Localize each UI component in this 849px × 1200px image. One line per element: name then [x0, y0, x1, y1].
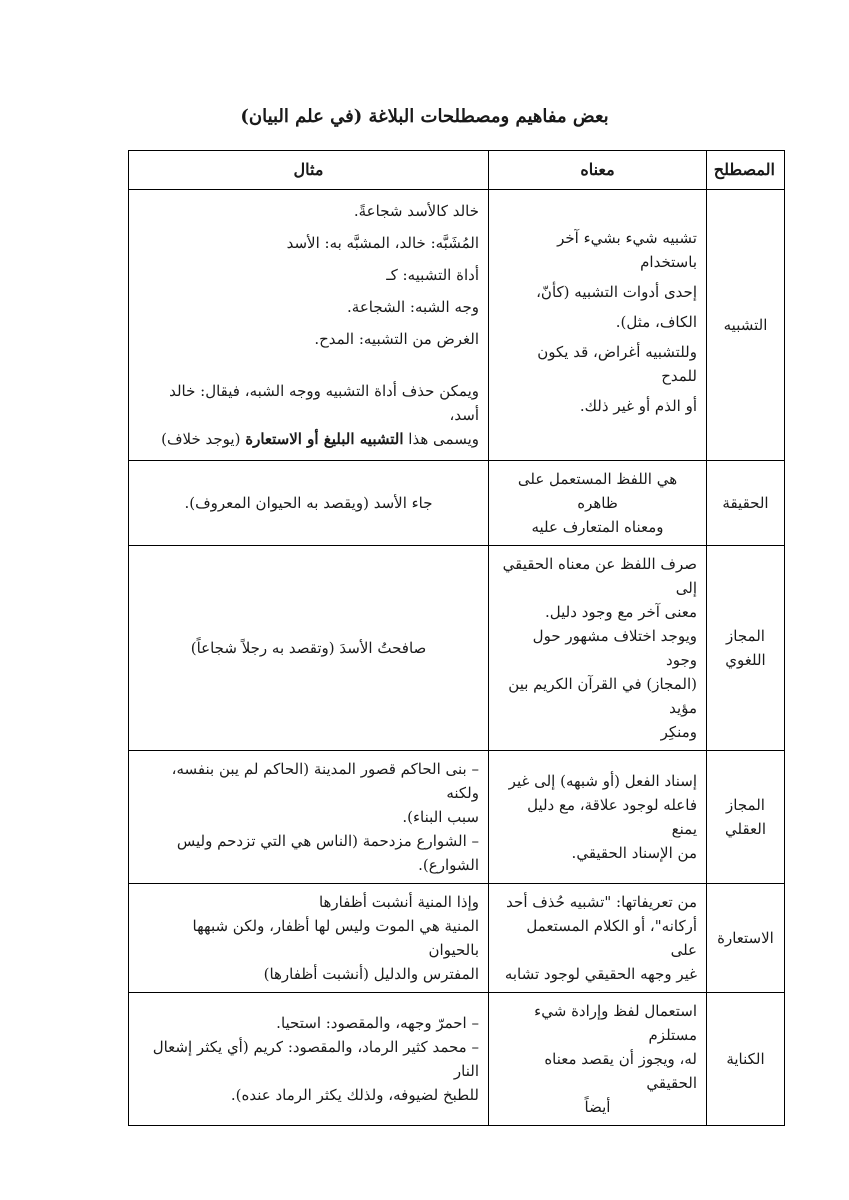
- meaning-line: ومعناه المتعارف عليه: [531, 517, 664, 536]
- term-cell: [707, 545, 785, 750]
- example-cell: [129, 992, 489, 1125]
- meaning-cell: [489, 992, 707, 1125]
- meaning-cell: [489, 883, 707, 992]
- example-line: – بنى الحاكم قصور المدينة (الحاكم لم يبن بنفسه، ولكنه: [171, 759, 479, 802]
- example-text: (يوجد خلاف): [161, 429, 241, 448]
- term-cell: الكناية: [707, 992, 785, 1125]
- example-cell: [129, 750, 489, 883]
- meaning-cell: [489, 460, 707, 545]
- term-cell: التشبيه: [707, 189, 785, 460]
- example-line-bold: [138, 427, 479, 451]
- example-cell: [129, 460, 489, 545]
- header-meaning: معناه: [489, 151, 707, 190]
- example-text: ويسمى هذا: [408, 429, 479, 448]
- meaning-line: له، ويجوز أن يقصد معناه الحقيقي: [544, 1049, 697, 1092]
- meaning-line: أو الذم أو غير ذلك.: [579, 396, 697, 415]
- example-line: المُشَبَّه: خالد، المشبَّه به: الأسد: [286, 233, 479, 252]
- example-line: الغرض من التشبيه: المدح.: [314, 329, 479, 348]
- example-line: المنية هي الموت وليس لها أظفار، ولكن شبهها بالحيوان: [192, 916, 479, 959]
- table-row: [129, 545, 785, 750]
- example-line: وإذا المنية أنشبت أظفارها: [318, 892, 479, 911]
- example-line: جاء الأسد (ويقصد به الحيوان المعروف).: [184, 493, 433, 512]
- bold-term: التشبيه البليغ أو الاستعارة: [245, 429, 404, 448]
- table-row: [129, 460, 785, 545]
- example-line: – محمد كثير الرماد، والمقصود: كريم (أي يكثر إشعال النار: [152, 1037, 479, 1080]
- meaning-cell: [489, 189, 707, 460]
- meaning-line: صرف اللفظ عن معناه الحقيقي إلى: [502, 554, 697, 597]
- example-line: خالد كالأسد شجاعةً.: [353, 201, 479, 220]
- example-line: وجه الشبه: الشجاعة.: [347, 297, 479, 316]
- meaning-line: (المجاز) في القرآن الكريم بين مؤيد: [508, 674, 697, 717]
- meaning-line: من الإسناد الحقيقي.: [571, 843, 697, 862]
- meaning-line: أركانه"، أو الكلام المستعمل على: [526, 916, 697, 959]
- meaning-line: غير وجهه الحقيقي لوجود تشابه: [504, 964, 697, 983]
- table-row: [129, 992, 785, 1125]
- meaning-line: من تعريفاتها: "تشبيه حُذف أحد: [506, 892, 697, 911]
- meaning-cell: [489, 750, 707, 883]
- example-line: المفترس والدليل (أنشبت أظفارها): [263, 964, 479, 983]
- example-cell: [129, 883, 489, 992]
- term-line: المجاز: [726, 626, 765, 645]
- meaning-cell: [489, 545, 707, 750]
- meaning-line: تشبيه شيء بشيء آخر باستخدام: [557, 228, 697, 271]
- meaning-line: فاعله لوجود علاقة، مع دليل يمنع: [527, 795, 697, 838]
- meaning-line: إسناد الفعل (أو شبهه) إلى غير: [508, 771, 697, 790]
- example-line: سبب البناء).: [402, 807, 479, 826]
- table-row: [129, 883, 785, 992]
- term-cell: [707, 750, 785, 883]
- terms-table: [128, 150, 785, 1126]
- header-row: [129, 151, 785, 190]
- term-line: المجاز: [726, 795, 765, 814]
- meaning-line: هي اللفظ المستعمل على ظاهره: [517, 469, 678, 512]
- example-line: أداة التشبيه: كـ: [386, 265, 479, 284]
- term-cell: الحقيقة: [707, 460, 785, 545]
- example-line: للطبخ لضيوفه، ولذلك يكثر الرماد عنده).: [230, 1085, 479, 1104]
- meaning-line: ويوجد اختلاف مشهور حول وجود: [532, 626, 697, 669]
- example-line: – الشوارع مزدحمة (الناس هي التي تزدحم وليس الشوارع).: [176, 831, 479, 874]
- example-cell: [129, 189, 489, 460]
- example-cell: [129, 545, 489, 750]
- meaning-line: وللتشبيه أغراض، قد يكون للمدح: [537, 342, 697, 385]
- meaning-line: إحدى أدوات التشبيه (كأنّ،: [536, 282, 697, 301]
- meaning-line: الكاف، مثل).: [615, 312, 697, 331]
- example-line: صافحتُ الأسدَ (وتقصد به رجلاً شجاعاً): [190, 638, 427, 657]
- table-row: [129, 750, 785, 883]
- term-cell: الاستعارة: [707, 883, 785, 992]
- example-line: ويمكن حذف أداة التشبيه ووجه الشبه، فيقال: خالد أسد،: [169, 381, 479, 424]
- meaning-line: معنى آخر مع وجود دليل.: [545, 602, 697, 621]
- example-line: – احمرّ وجهه، والمقصود: استحيا.: [276, 1013, 479, 1032]
- header-term: المصطلح: [707, 151, 785, 190]
- page-title: بعض مفاهيم ومصطلحات البلاغة (في علم البيان): [240, 106, 609, 127]
- term-line: العقلي: [724, 819, 767, 838]
- term-line: اللغوي: [725, 650, 766, 669]
- table-row: [129, 189, 785, 460]
- meaning-line: استعمال لفظ وإرادة شيء مستلزم: [534, 1001, 697, 1044]
- meaning-line: ومنكِر: [660, 722, 697, 741]
- header-example: مثال: [129, 151, 489, 190]
- meaning-line: أيضاً: [584, 1097, 611, 1116]
